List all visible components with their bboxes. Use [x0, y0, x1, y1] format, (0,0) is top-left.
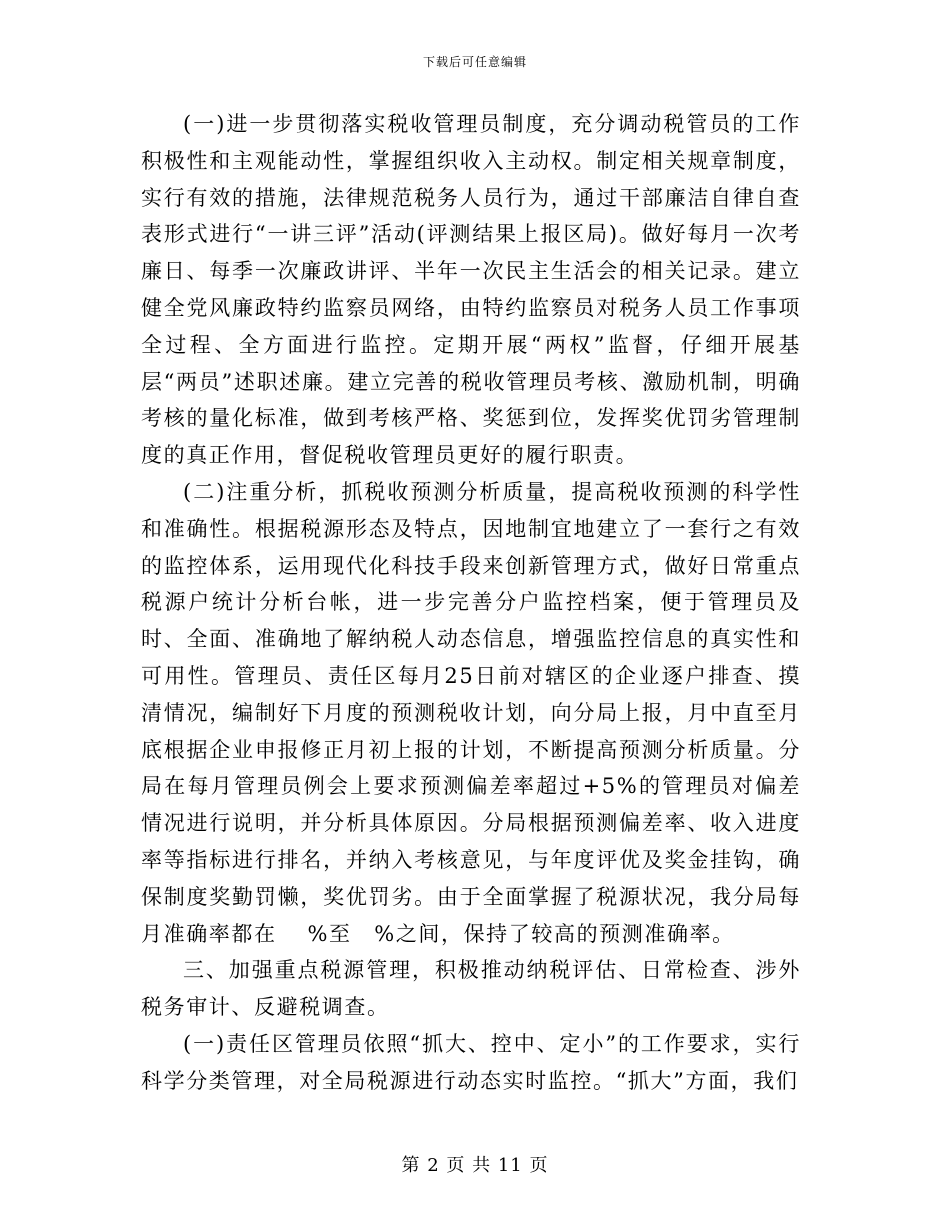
- document-body: [141, 106, 801, 1100]
- paragraph-3: 三、加强重点税源管理，积极推动纳税评估、日常检查、涉外税务审计、反避税调查。: [141, 958, 801, 1020]
- page-header: 下载后可任意编辑: [422, 55, 527, 69]
- paragraph-4: (一)责任区管理员依照“抓大、控中、定小”的工作要求，实行科学分类管理，对全局税源进行动态实时监控。“抓大”方面，我们: [141, 1031, 801, 1093]
- paragraph-1: (一)进一步贯彻落实税收管理员制度，充分调动税管员的工作积极性和主观能动性，掌握组织收入主动权。制定相关规章制度，实行有效的措施，法律规范税务人员行为，通过干部廉洁自律自查表形式进行“一讲三评”活动(评测结果上报区局)。做好每月一次考廉日、每季一次廉政讲评、半年一次民主生活会的相关记录。建立健全党风廉政特约监察员网络，由特约监察员对税务人员工作事项全过程、全方面进行监控。定期开展“两权”监督，仔细开展基层“两员”述职述廉。建立完善的税收管理员考核、激励机制，明确考核的量化标准，做到考核严格、奖惩到位，发挥奖优罚劣管理制度的真正作用，督促税收管理员更好的履行职责。: [141, 112, 801, 468]
- paragraph-2: (二)注重分析，抓税收预测分析质量，提高税收预测的科学性和准确性。根据税源形态及特点，因地制宜地建立了一套行之有效的监控体系，运用现代化科技手段来创新管理方式，做好日常重点税源户统计分析台帐，进一步完善分户监控档案，便于管理员及时、全面、准确地了解纳税人动态信息，增强监控信息的真实性和可用性。管理员、责任区每月25日前对辖区的企业逐户排查、摸清情况，编制好下月度的预测税收计划，向分局上报，月中直至月底根据企业申报修正月初上报的计划，不断提高预测分析质量。分局在每月管理员例会上要求预测偏差率超过+5%的管理员对偏差情况进行说明，并分析具体原因。分局根据预测偏差率、收入进度率等指标进行排名，并纳入考核意见，与年度评优及奖金挂钩，确保制度奖勤罚懒，奖优罚劣。由于全面掌握了税源状况，我分局每月准确率都在 %至 %之间，保持了较高的预测准确率。: [141, 479, 801, 946]
- page-number-footer: 第 2 页 共 11 页: [401, 1155, 549, 1176]
